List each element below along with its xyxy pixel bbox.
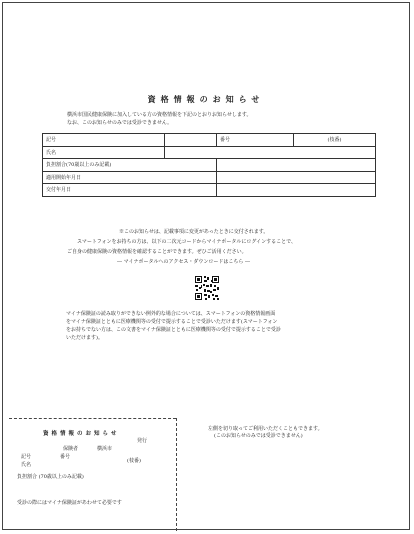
- kigou-label: 記号: [43, 134, 165, 147]
- table-row: [43, 146, 376, 159]
- issue-value: [217, 184, 376, 197]
- para-line-3: をお持ちでない方は、この文書をマイナ保険証とともに医療機関等の受付で提示することで受診: [66, 327, 281, 333]
- cut-line-vertical: [176, 418, 177, 531]
- qr-code-icon[interactable]: [194, 275, 220, 301]
- document-page: [2, 2, 410, 530]
- cut-line-horizontal: [9, 418, 176, 419]
- table-row: [43, 159, 376, 172]
- note-line-4: [117, 257, 250, 267]
- intro-line-1: 横浜市国民健康保険に加入している方の資格情報を下記のとおりお知らせします。: [67, 112, 252, 118]
- start-label: 適用開始年月日: [43, 171, 217, 184]
- cut-line-2: (このお知らせのみでは受診できません): [214, 433, 303, 439]
- card-kigou: 記号: [21, 454, 32, 460]
- edaban-label: (枝番): [294, 134, 376, 147]
- table-row: [43, 184, 376, 197]
- futan-value: [217, 159, 376, 172]
- cut-instruction: [208, 426, 323, 440]
- name-value: [165, 146, 376, 159]
- card-title: 資格情報のお知らせ: [43, 431, 120, 437]
- note-line-3: ご自身の健康保険の資格情報を確認することができます。ぜひご活用ください。: [67, 249, 247, 255]
- card-name: 氏名: [21, 462, 32, 468]
- dash-right: ―: [244, 259, 250, 265]
- para-line-2: をマイナ保険証とともに医療機関等の受付で提示することで受診いただけます(スマートフォン: [66, 319, 278, 325]
- card-insurer-value: 横浜市: [97, 446, 113, 452]
- table-row: [43, 171, 376, 184]
- kigou-value: [165, 134, 217, 147]
- mynaportal-link-text[interactable]: マイナポータルへのアクセス・ダウンロードはこちら: [123, 259, 244, 265]
- card-bangou: 番号: [60, 454, 71, 460]
- name-label: 氏名: [43, 146, 165, 159]
- bangou-label: 番号: [217, 134, 294, 147]
- card-issued: 発行: [137, 438, 148, 444]
- exception-paragraph: [66, 310, 281, 342]
- para-line-4: いただけます)。: [66, 335, 103, 341]
- document-title: 資格情報のお知らせ: [147, 94, 265, 104]
- card-insurer-label: 保険者: [63, 446, 79, 452]
- card-footer: 受診の際にはマイナ保険証があわせて必要です: [17, 500, 122, 506]
- qualification-table: [42, 133, 376, 197]
- table-row: [43, 134, 376, 147]
- issue-label: 交付年月日: [43, 184, 217, 197]
- card-futan: 負担割合 (70歳以上のみ記載): [17, 474, 84, 480]
- start-value: [217, 171, 376, 184]
- card-edaban: (枝番): [127, 458, 141, 464]
- cut-line-1: 左側を切り取ってご利用いただくこともできます。: [208, 426, 323, 432]
- para-line-1: マイナ保険証の読み取りができない例外的な場合については、スマートフォンの資格情報画面: [66, 311, 276, 317]
- intro-text: [67, 111, 251, 127]
- dash-left: ―: [117, 259, 122, 265]
- note-line-1: ※このお知らせは、記載事項に変更があったときに交付されます。: [119, 229, 269, 235]
- intro-line-2: なお、このお知らせのみでは受診できません。: [67, 120, 173, 126]
- note-line-2: スマートフォンをお持ちの方は、以下の二次元コードからマイナポータルにログインすることで、: [77, 239, 297, 245]
- futan-label: 負担割合(70歳以上のみ記載): [43, 159, 217, 172]
